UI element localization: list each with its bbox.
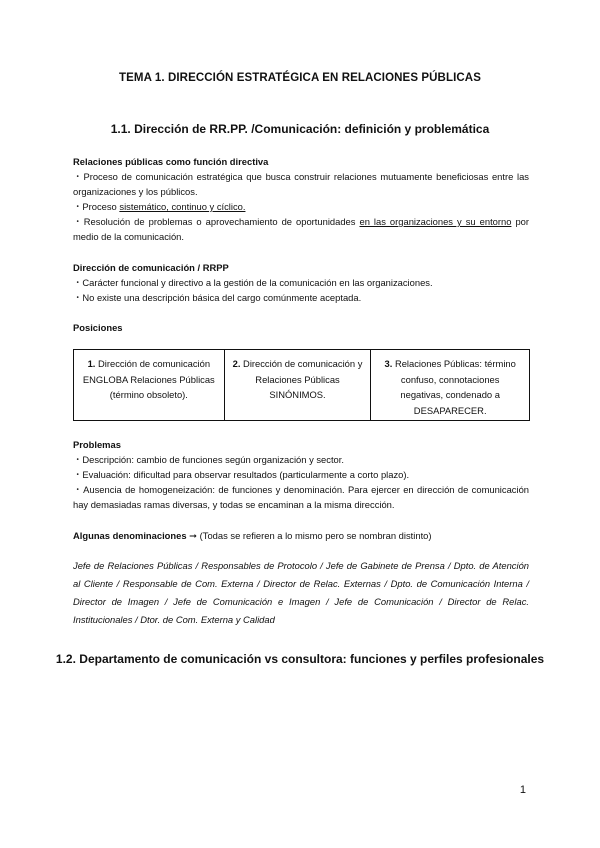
bullet-item: ・Proceso de comunicación estratégica que busca construir relaciones mutuamente beneficiosas entre las organizaciones y los públicos. <box>73 171 529 197</box>
denominaciones-note: (Todas se refieren a lo mismo pero se nombran distinto) <box>197 530 432 541</box>
section-heading: Posiciones <box>73 322 123 333</box>
bullet-item <box>73 214 529 244</box>
position-text: Dirección de comunicación y Relaciones Públicas SINÓNIMOS. <box>240 358 363 400</box>
denominaciones-line <box>73 528 529 543</box>
position-number: 1. <box>87 358 96 369</box>
section-denominaciones <box>73 528 529 543</box>
section-posiciones <box>73 320 529 335</box>
section-title-1-2: 1.2. Departamento de comunicación vs consultora: funciones y perfiles profesionales <box>55 652 545 666</box>
bullet-item: ・Evaluación: dificultad para observar resultados (particularmente a corto plazo). <box>73 469 410 480</box>
positions-table <box>73 349 530 421</box>
section-heading: Dirección de comunicación / RRPP <box>73 262 229 273</box>
denominaciones-list: Jefe de Relaciones Públicas / Responsables de Protocolo / Jefe de Gabinete de Prensa / Dpto. de Atención al Cliente / Responsable de Com. Externa / Director de Relac. Externas / Dpto. de Comunicación Interna / Director de Imagen / Jefe de Comunicación e Imagen / Jefe de Comunicación / Director de Relac. Institucionales / Dtor. de Com. Externa y Calidad <box>73 560 529 625</box>
underlined-text: en las organizaciones y su entorno <box>359 216 512 227</box>
section-heading: Relaciones públicas como función directiva <box>73 156 269 167</box>
bullet-item <box>73 199 529 214</box>
position-number: 2. <box>232 358 241 369</box>
position-cell-3 <box>371 350 529 420</box>
bullet-text: por medio de la comunicación. <box>73 216 530 242</box>
bullet-item: ・Ausencia de homogeneización: de funciones y denominación. Para ejercer en dirección de comunicación hay demasiadas ramas diversas, y todas se encaminan a la misma dirección. <box>73 484 529 510</box>
bullet-item: ・No existe una descripción básica del cargo comúnmente aceptada. <box>73 292 362 303</box>
bullet-text: ・Proceso <box>73 201 120 212</box>
arrow-icon: ➞ <box>189 530 198 541</box>
bullet-item: ・Carácter funcional y directivo a la gestión de la comunicación en las organizaciones. <box>73 277 433 288</box>
bullet-text: ・Resolución de problemas o aprovechamiento de oportunidades <box>73 216 360 227</box>
section-direccion-comunicacion <box>73 260 529 305</box>
position-text: Relaciones Públicas: término confuso, connotaciones negativas, condenado a DESAPARECER. <box>392 358 516 416</box>
bullet-item: ・Descripción: cambio de funciones según organización y sector. <box>73 454 344 465</box>
page-number: 1 <box>519 784 526 796</box>
position-cell-2 <box>225 350 372 420</box>
section-heading: Algunas denominaciones <box>73 530 187 541</box>
section-rrpp-funcion-directiva <box>73 154 529 244</box>
position-number: 3. <box>384 358 393 369</box>
underlined-text: sistemático, continuo y cíclico. <box>119 201 246 212</box>
section-problemas <box>73 437 529 512</box>
section-heading: Problemas <box>73 439 121 450</box>
document-title: TEMA 1. DIRECCIÓN ESTRATÉGICA EN RELACIONES PÚBLICAS <box>119 72 481 84</box>
position-text: Dirección de comunicación ENGLOBA Relaciones Públicas (término obsoleto). <box>82 358 215 400</box>
position-cell-1 <box>74 350 225 420</box>
section-title-1-1: 1.1. Dirección de RR.PP. /Comunicación: definición y problemática <box>110 122 490 136</box>
